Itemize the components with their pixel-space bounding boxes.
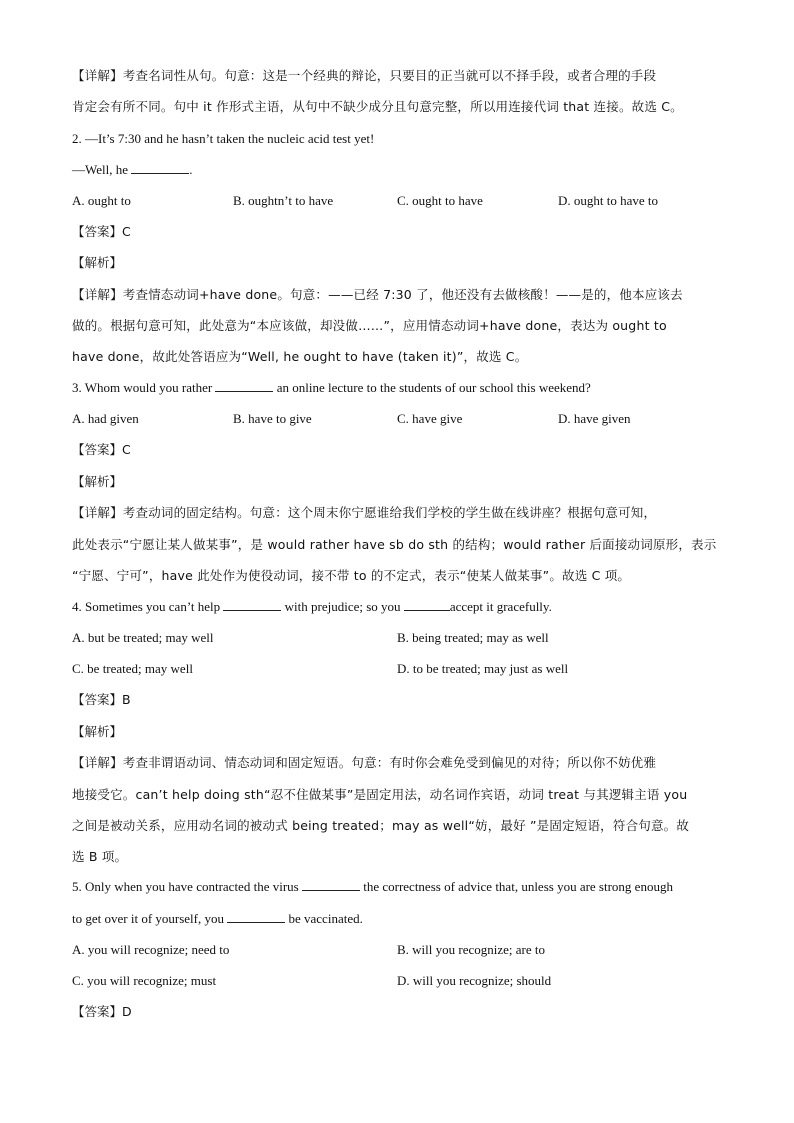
explanation-line: 选 B 项。 xyxy=(72,849,128,864)
question-5-stem: 5. Only when you have contracted the virus the correctness of advice that, unless you are strong enough xyxy=(72,879,673,894)
answer-blank xyxy=(215,380,273,392)
option-a: A. had given xyxy=(72,411,139,426)
question-2-stem: 2. —It’s 7:30 and he hasn’t taken the nucleic acid test yet! xyxy=(72,131,375,146)
explanation-line: 【详解】考查非谓语动词、情态动词和固定短语。句意：有时你会难免受到偏见的对待；所以你不妨优雅 xyxy=(72,755,657,770)
option-c: C. have give xyxy=(397,411,463,426)
explanation-line: 做的。根据句意可知，此处意为“本应该做，却没做……”，应用情态动词+have done，表达为 ought to xyxy=(72,318,667,333)
answer-blank xyxy=(223,599,281,611)
explanation-line: “宁愿、宁可”，have 此处作为使役动词，接不带 to 的不定式，表示“使某人做某事”。故选 C 项。 xyxy=(72,568,631,583)
option-a: A. you will recognize; need to xyxy=(72,942,230,957)
explanation-line: 地接受它。can’t help doing sth“忍不住做某事”是固定用法，动名词作宾语，动词 treat 与其逻辑主语 you xyxy=(72,787,688,802)
option-b: B. have to give xyxy=(233,411,312,426)
answer-blank xyxy=(404,599,450,611)
analysis-label: 【解析】 xyxy=(72,474,123,489)
answer-blank xyxy=(131,162,189,174)
option-a: A. but be treated; may well xyxy=(72,630,214,645)
explanation-line: 【详解】考查名词性从句。句意：这是一个经典的辩论，只要目的正当就可以不择手段，或者合理的手段 xyxy=(72,68,657,83)
option-d: D. to be treated; may just as well xyxy=(397,661,569,676)
option-d: D. ought to have to xyxy=(558,193,659,208)
answer-label: 【答案】C xyxy=(72,442,131,457)
option-c: C. you will recognize; must xyxy=(72,973,217,988)
question-3-stem: 3. Whom would you rather an online lecture to the students of our school this weekend? xyxy=(72,380,591,395)
analysis-label: 【解析】 xyxy=(72,724,123,739)
answer-label: 【答案】C xyxy=(72,224,131,239)
answer-blank xyxy=(227,911,285,923)
option-d: D. will you recognize; should xyxy=(397,973,552,988)
option-c: C. ought to have xyxy=(397,193,483,208)
option-a: A. ought to xyxy=(72,193,131,208)
answer-label: 【答案】B xyxy=(72,692,131,707)
explanation-line: 【详解】考查情态动词+have done。句意：——已经 7:30 了，他还没有去做核酸！——是的，他本应该去 xyxy=(72,287,683,302)
question-5-stem-continued: to get over it of yourself, you be vaccinated. xyxy=(72,911,363,926)
question-4-stem: 4. Sometimes you can’t help with prejudice; so you accept it gracefully. xyxy=(72,599,552,614)
explanation-line: 肯定会有所不同。句中 it 作形式主语，从句中不缺少成分且句意完整，所以用连接代词 that 连接。故选 C。 xyxy=(72,99,683,114)
explanation-line: 此处表示“宁愿让某人做某事”，是 would rather have sb do sth 的结构；would rather 后面接动词原形，表示 xyxy=(72,537,717,552)
explanation-line: have done，故此处答语应为“Well, he ought to have (taken it)”，故选 C。 xyxy=(72,349,528,364)
option-c: C. be treated; may well xyxy=(72,661,193,676)
option-b: B. being treated; may as well xyxy=(397,630,549,645)
option-d: D. have given xyxy=(558,411,631,426)
explanation-line: 之间是被动关系，应用动名词的被动式 being treated；may as well“妨，最好 ”是固定短语，符合句意。故 xyxy=(72,818,690,833)
option-b: B. oughtn’t to have xyxy=(233,193,334,208)
answer-blank xyxy=(302,879,360,891)
option-b: B. will you recognize; are to xyxy=(397,942,546,957)
analysis-label: 【解析】 xyxy=(72,255,123,270)
answer-label: 【答案】D xyxy=(72,1004,132,1019)
explanation-line: 【详解】考查动词的固定结构。句意：这个周末你宁愿谁给我们学校的学生做在线讲座？根据句意可知， xyxy=(72,505,657,520)
question-2-reply: —Well, he . xyxy=(72,162,193,177)
